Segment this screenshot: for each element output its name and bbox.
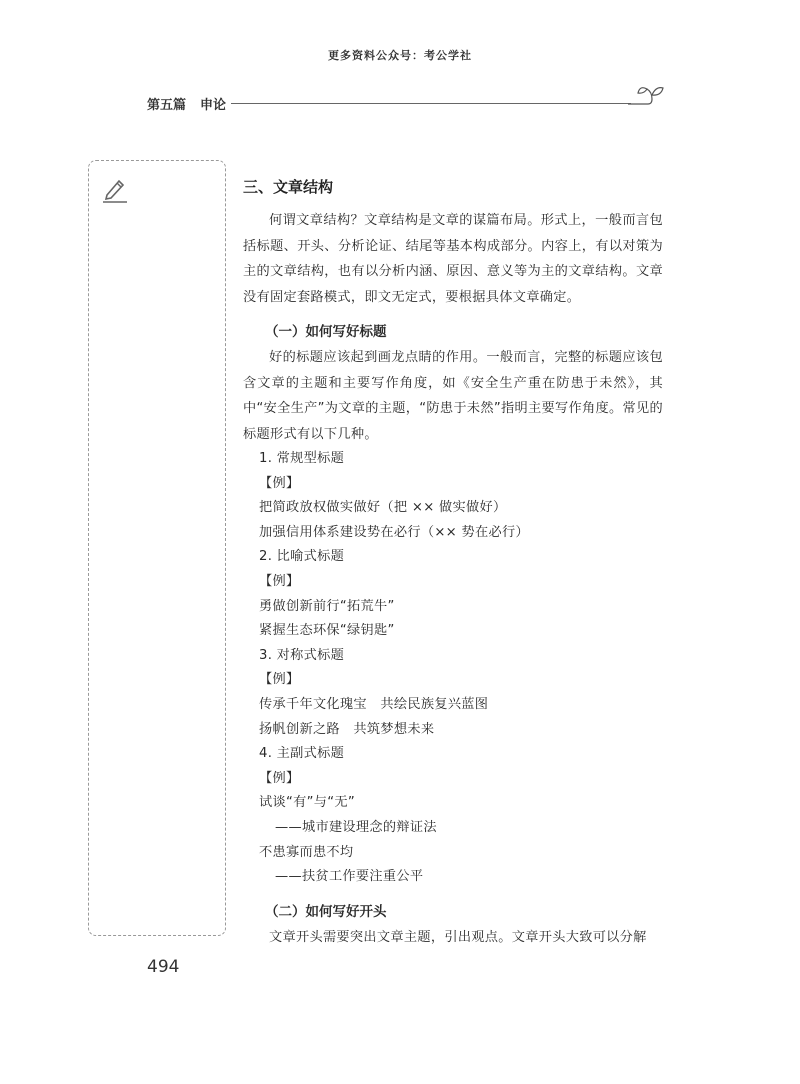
- page-number: 494: [147, 957, 180, 977]
- list-item: 1. 常规型标题: [259, 451, 345, 466]
- example-line: 紧握生态环保“绿钥匙”: [259, 623, 395, 639]
- sprout-icon: [626, 83, 666, 109]
- example-subtitle: ——扶贫工作要注重公平: [275, 869, 424, 885]
- main-content: [243, 176, 663, 950]
- subsection-title-2: （二）如何写好开头: [265, 903, 387, 920]
- list-item: 4. 主副式标题: [259, 746, 345, 762]
- section-intro: 何谓文章结构？文章结构是文章的谋篇布局。形式上，一般而言包括标题、开头、分析论证、结尾等基本构成部分。内容上，有以对策为主的文章结构，也有以分析内涵、原因、意义等为主的文章结构。文章没有固定套路模式，即文无定式，要根据具体文章确定。: [243, 213, 663, 305]
- subsection-intro-1: 好的标题应该起到画龙点睛的作用。一般而言，完整的标题应该包含文章的主题和主要写作角度，如《安全生产重在防患于未然》，其中“安全生产”为文章的主题，“防患于未然”指明主要写作角度。常见的标题形式有以下几种。: [243, 350, 663, 442]
- example-line: 勇做创新前行“拓荒牛”: [259, 598, 395, 614]
- example-line: 把简政放权做实做好（把 ×× 做实做好）: [259, 500, 507, 516]
- pencil-icon: [101, 176, 129, 204]
- example-tag: 【例】: [259, 573, 300, 589]
- chapter-header: [147, 94, 226, 113]
- section-title: 三、文章结构: [243, 178, 334, 196]
- example-tag: 【例】: [259, 672, 300, 688]
- chapter-part: 第五篇: [147, 98, 187, 113]
- subsection-title-1: （一）如何写好标题: [265, 324, 387, 340]
- subsection-intro-2: 文章开头需要突出文章主题，引出观点。文章开头大致可以分解: [269, 929, 647, 945]
- top-banner: 更多资料公众号：考公学社: [328, 49, 472, 62]
- list-item: 3. 对称式标题: [259, 647, 345, 663]
- example-line: 试谈“有”与“无”: [259, 795, 355, 811]
- header-rule: [231, 103, 631, 104]
- example-subtitle: ——城市建设理念的辩证法: [275, 819, 437, 835]
- sidebar-box: [88, 160, 226, 936]
- example-line: 不患寡而患不均: [259, 844, 354, 860]
- list-item: 2. 比喻式标题: [259, 549, 345, 565]
- chapter-name: 申论: [200, 98, 227, 113]
- example-line: 扬帆创新之路 共筑梦想未来: [259, 721, 435, 737]
- example-line: 传承千年文化瑰宝 共绘民族复兴蓝图: [259, 696, 489, 712]
- example-tag: 【例】: [259, 475, 300, 491]
- example-tag: 【例】: [259, 770, 300, 786]
- example-line: 加强信用体系建设势在必行（×× 势在必行）: [259, 524, 529, 540]
